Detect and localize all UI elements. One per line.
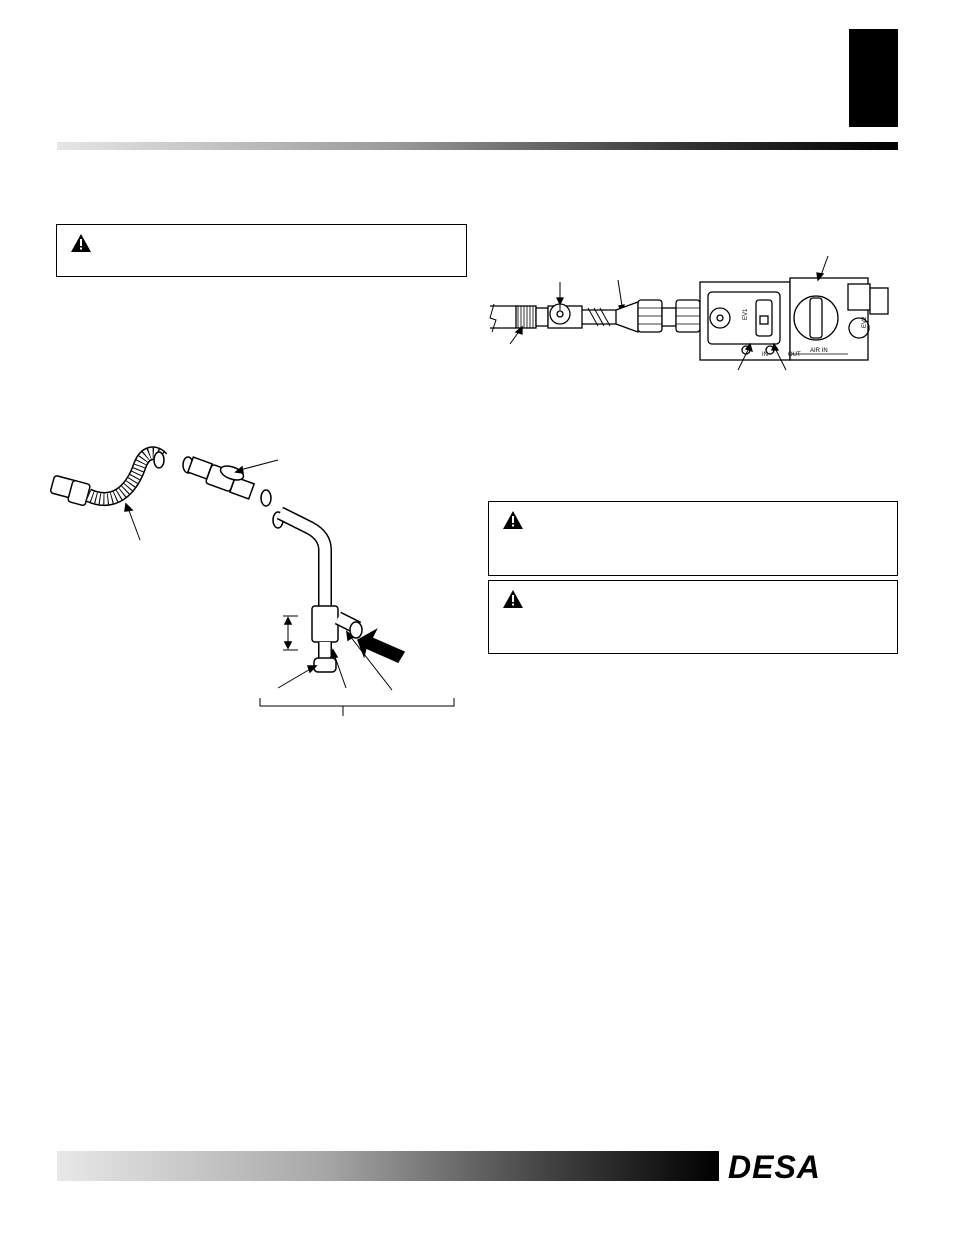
warning-triangle-icon — [503, 590, 523, 608]
valve-label-out: OUT — [788, 352, 801, 358]
valve-label-air-in: AIR IN — [810, 348, 828, 354]
section-tab-block — [849, 29, 898, 127]
control-valve-illustration — [488, 248, 908, 378]
warning-triangle-icon — [503, 511, 523, 529]
footer-gradient-bar — [57, 1151, 719, 1181]
valve-label-ev2: EV2 — [862, 316, 868, 328]
warning-box-right-2 — [488, 580, 898, 654]
gas-connection-illustration — [40, 440, 470, 730]
valve-label-ev1: EV1 — [743, 308, 749, 320]
desa-logo — [724, 1150, 900, 1182]
logo-text: DESA — [728, 1150, 821, 1182]
warning-triangle-icon — [71, 234, 91, 252]
warning-box-left — [56, 224, 467, 277]
header-gradient-bar — [57, 142, 898, 150]
warning-box-right-1 — [488, 501, 898, 576]
valve-label-in: IN — [762, 352, 768, 358]
